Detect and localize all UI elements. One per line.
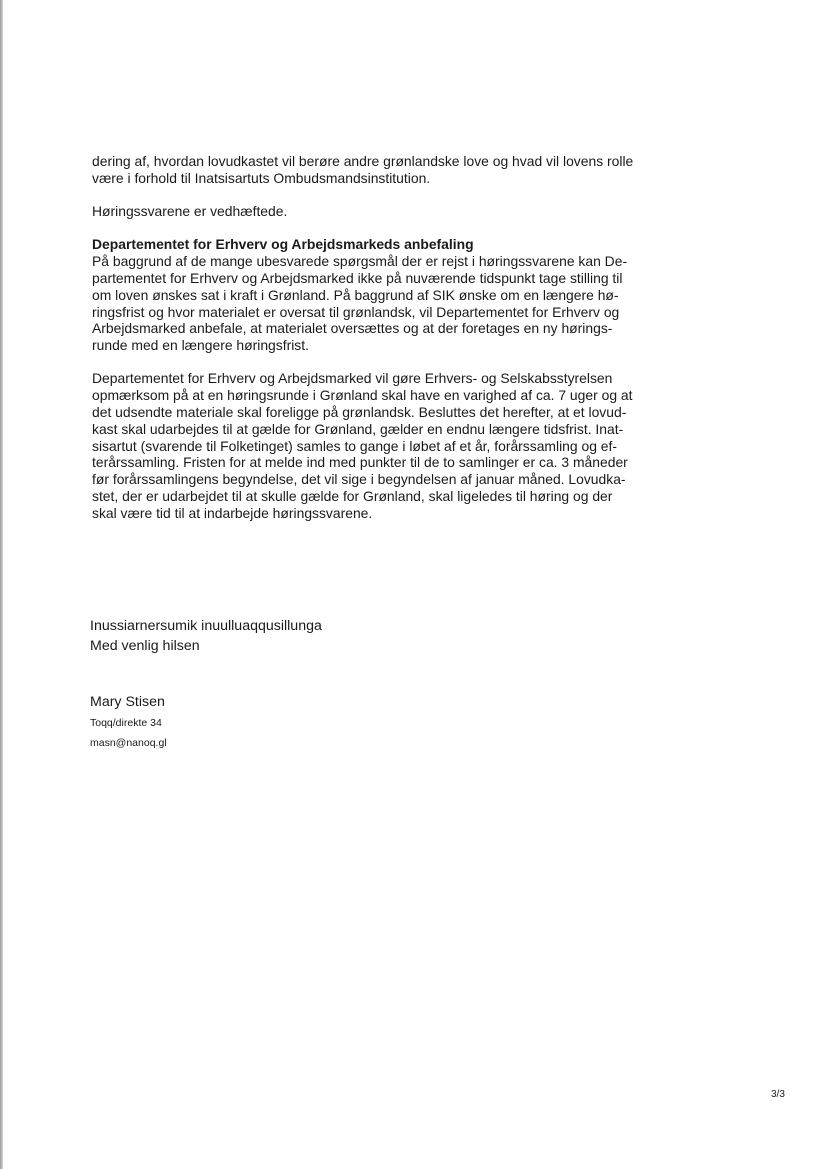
closing-greeting [90,616,322,656]
notice-paragraph: Departementet for Erhverv og Arbejdsmarked vil gøre Erhvers- og Selskabsstyrelsen opmærksom på at en høringsrunde i Grønland skal have en varighed af ca. 7 uger og at det udsendte materiale skal foreligge på grønlandsk. Besluttes det herefter, at et lovud- kast skal udarbejdes til at gælde for Grønland, gælder en endnu længere tidsfrist. Inat- sisartut (svarende til Folketinget) samles to gange i løbet af et år, forårssamling og ef- terårssamling. Fristen for at melde ind med punkter til de to samlinger er ca. 3 måneder før forårssamlingens begyndelse, det vil sige i begyndelsen af januar måned. Lovudka- stet, der er udarbejdet til at skulle gælde for Grønland, skal ligeledes til høring og der skal være tid til at indarbejde høringssvarene. [92,370,633,521]
signature-email: masn@nanoq.gl [90,737,167,749]
closing-danish: Med venlig hilsen [90,638,200,654]
signature-phone: Toqq/direkte 34 [90,717,162,729]
closing-greenlandic: Inussiarnersumik inuulluaqqusillunga [90,618,322,634]
recommendation-section [92,236,640,354]
signature-name: Mary Stisen [90,694,165,710]
letter-body [92,153,640,538]
page-number: 3/3 [771,1089,785,1100]
attachment-note: Høringssvarene er vedhæftede. [92,203,288,220]
recommendation-heading: Departementet for Erhverv og Arbejdsmarkeds anbefaling [92,236,474,253]
recommendation-paragraph: På baggrund af de mange ubesvarede spørgsmål der er rejst i høringssvarene kan De- partementet for Erhverv og Arbejdsmarked ikke på nuværende tidspunkt tage stilling til om loven ønskes sat i kraft i Grønland. På baggrund af SIK ønske om en længere hø- ringsfrist og hvor materialet er oversat til grønlandsk, vil Departementet for Erhverv og Arbejdsmarked anbefale, at materialet oversættes og at der foretages en ny hørings- runde med en længere høringsfrist. [92,253,628,354]
intro-paragraph: dering af, hvordan lovudkastet vil berøre andre grønlandske love og hvad vil lovens rolle være i forhold til Inatsisartuts Ombudsmandsinstitution. [92,153,634,186]
scan-edge [0,0,3,1169]
